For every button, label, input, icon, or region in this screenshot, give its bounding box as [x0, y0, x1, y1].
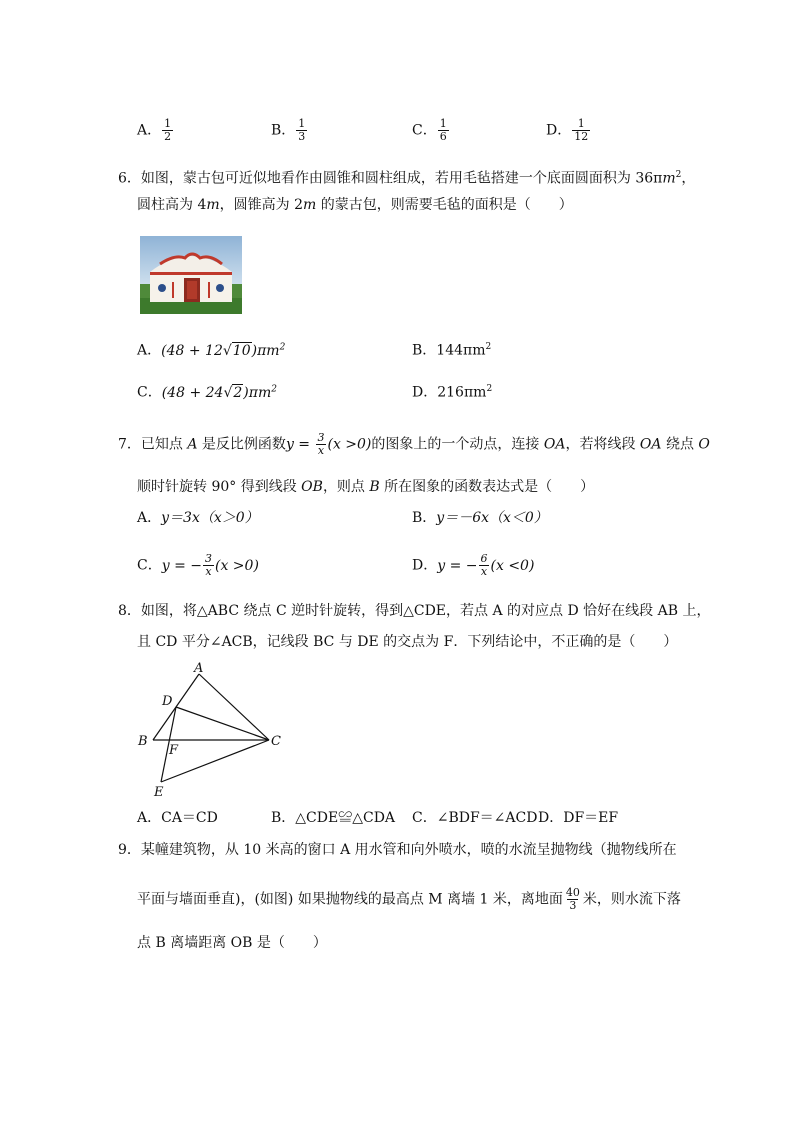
q8-option-d: D．DF＝EF [538, 810, 619, 826]
q6-option-a: A．$(48 + 12√10)\pi m^2$ [137, 342, 286, 359]
q7-option-b: B．y＝－6x（x＜0） [412, 510, 548, 526]
triangle-diagram [132, 658, 292, 800]
q8-stem-line2: 且 CD 平分∠ACB，记线段 BC 与 DE 的交点为 F．下列结论中，不正确的是（ ） [137, 634, 678, 650]
q6-stem-line1: 6．如图，蒙古包可近似地看作由圆锥和圆柱组成，若用毛毡搭建一个底面圆面积为 $36\pi m^2$， [118, 170, 696, 187]
q9-stem-line2: 平面与墙面垂直)，(如图) 如果抛物线的最高点 M 离墙 1 米，离地面 $\frac{40}{3}$ 米，则水流下落 [137, 886, 681, 912]
q8-stem-line1: 8．如图，将△ABC 绕点 C 逆时针旋转，得到△CDE，若点 A 的对应点 D 恰好在线段 AB 上， [118, 603, 711, 619]
q7-option-a: A．y＝3x（x＞0） [137, 510, 259, 526]
q7-option-d: D．y = − $\frac{6}{x}$ (x <0) [412, 552, 535, 578]
q5-option-c: C． $\frac{1}{6}$ [412, 117, 447, 143]
q7-stem-line2: 顺时针旋转 90° 得到线段 OB，则点 B 所在图象的函数表达式是（ ） [137, 479, 595, 495]
q7-option-c: C．y = − $\frac{3}{x}$ (x >0) [137, 552, 259, 578]
segment-ac [199, 674, 269, 740]
q6-option-d: D．$216\pi m^2$ [412, 384, 493, 401]
q8-option-b: B．△CDE≌△CDA [271, 810, 396, 826]
q8-triangle-figure [132, 658, 292, 800]
label-a: A [194, 661, 204, 676]
q6-option-b: B．$144\pi m^2$ [412, 342, 492, 359]
q5-option-a: A． $\frac{1}{2}$ [137, 117, 172, 143]
label-f: F [169, 743, 179, 758]
q5-option-b: B． $\frac{1}{3}$ [271, 117, 306, 143]
label-b: B [138, 734, 148, 749]
q6-option-c: C．$(48 + 24√2)\pi m^2$ [137, 384, 277, 401]
q7-stem-line1: 7．已知点 A 是反比例函数y = $\frac{3}{x}$ (x >0)的图象上的一个动点，连接 OA，若将线段 OA 绕点 O [118, 431, 710, 457]
label-d: D [162, 694, 173, 709]
label-c: C [271, 734, 281, 749]
q5-option-d: D． $\frac{1}{12}$ [546, 117, 589, 143]
segment-dc [176, 707, 269, 740]
q9-stem-line3: 点 B 离墙距离 OB 是（ ） [137, 935, 327, 951]
q9-stem-line1: 9．某幢建筑物，从 10 米高的窗口 A 用水管和向外喷水，喷的水流呈抛物线（抛物线所在 [118, 842, 677, 858]
q8-option-a: A．CA＝CD [137, 810, 218, 826]
yurt-photo [140, 236, 242, 314]
yurt-illustration [140, 236, 242, 314]
q8-option-c: C．∠BDF＝∠ACD [412, 810, 538, 826]
q6-stem-line2: 圆柱高为 4m，圆锥高为 2m 的蒙古包，则需要毛毡的面积是（ ） [137, 197, 573, 213]
label-e: E [154, 785, 164, 800]
